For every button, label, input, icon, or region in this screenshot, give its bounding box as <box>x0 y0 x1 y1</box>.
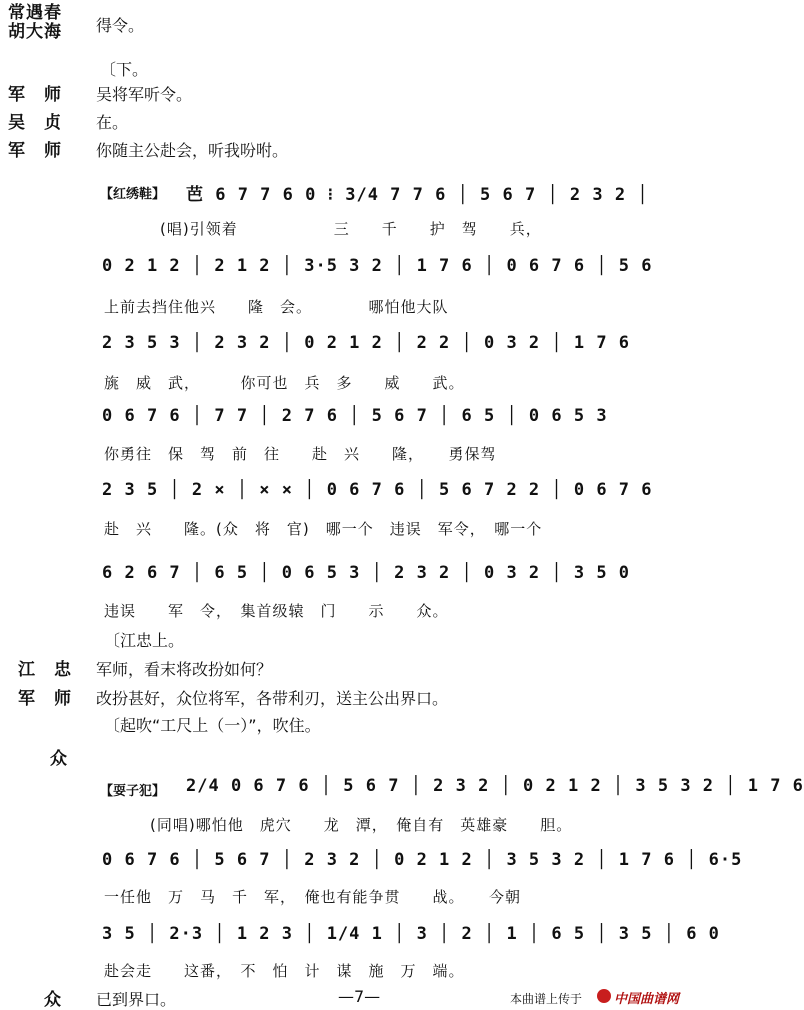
stage-direction-exit: 〔下。 <box>100 60 149 79</box>
notation-row: 0 6 7 6 │ 7 7 │ 2 7 6 │ 5 6 7 │ 6 5 │ 0 6 5 3 <box>102 406 608 426</box>
lyric-row: 赴 兴 隆。(众 将 官) 哪一个 违误 军令， 哪一个 <box>104 520 543 538</box>
lyric-row: (唱)引领着 三 千 护 驾 兵， <box>160 220 542 238</box>
role-label: 江 忠 <box>18 660 72 680</box>
lyric-row: 旐 威 武， 你可也 兵 多 威 武。 <box>104 374 465 392</box>
notation-row: 0 6 7 6 │ 5 6 7 │ 2 3 2 │ 0 2 1 2 │ 3 5 3 2 │ 1 7 6 │ 6·5 <box>102 850 743 870</box>
role-label: 吴 贞 <box>8 113 62 133</box>
footer-logo: 中国曲谱网 <box>614 992 680 1007</box>
notation-row: 2/4 0 6 7 6 │ 5 6 7 │ 2 3 2 │ 0 2 1 2 │ 3 5 3 2 │ 1 7 6 <box>186 776 804 796</box>
role-label: 军 师 <box>18 689 72 709</box>
lyric-row: (同唱)哪怕他 虎穴 龙 潭， 俺自有 英雄豪 胆。 <box>150 816 573 834</box>
notation-row: 0 2 1 2 │ 2 1 2 │ 3·5 3 2 │ 1 7 6 │ 0 6 7 6 │ 5 6 <box>102 256 653 276</box>
lyric-row: 你勇往 保 驾 前 往 赴 兴 隆， 勇保驾 <box>104 445 497 463</box>
chorus-label: 众 <box>50 749 68 769</box>
lyric-row: 违误 军 令， 集首级辕 门 示 众。 <box>104 602 449 620</box>
notation-row: 2 3 5 3 │ 2 3 2 │ 0 2 1 2 │ 2 2 │ 0 3 2 │ 1 7 6 <box>102 333 631 353</box>
dialogue-line: 在。 <box>96 113 129 132</box>
lyric-row: 赴会走 这番， 不 怕 计 谋 施 万 端。 <box>104 962 465 980</box>
notation-row: 3 5 │ 2·3 │ 1 2 3 │ 1/4 1 │ 3 │ 2 │ 1 │ 6 5 │ 3 5 │ 6 0 <box>102 924 720 944</box>
lyric-row: 上前去挡住他兴 隆 会。 哪怕他大队 <box>104 298 449 316</box>
footer-note: 本曲谱上传于 <box>510 992 583 1006</box>
dialogue-line: 改扮甚好，众位将军，各带利刃，送主公出界口。 <box>96 689 449 708</box>
stage-direction-enter: 〔江忠上。 <box>104 631 185 650</box>
final-line: 已到界口。 <box>96 990 177 1009</box>
dialogue-line: 你随主公赴会，听我吩咐。 <box>96 141 289 160</box>
stage-direction-music: 〔起吹“工尺上（一）”，吹住。 <box>104 716 321 735</box>
final-role: 众 <box>44 990 62 1010</box>
role-hu-dahai: 胡大海 <box>8 22 62 42</box>
role-chang-yuchun: 常遇春 <box>8 3 62 23</box>
notation-row: 芭 6 7 7 6 0 ⁝ 3/4 7 7 6 │ 5 6 7 │ 2 3 2 │ <box>186 185 649 205</box>
dialogue-line: 军师，看末将改扮如何？ <box>96 660 273 679</box>
site-logo-icon <box>597 989 611 1003</box>
role-label: 军 师 <box>8 85 62 105</box>
tune-title: 【耍子犯】 <box>100 784 166 799</box>
notation-row: 2 3 5 │ 2 × │ × × │ 0 6 7 6 │ 5 6 7 2 2 │ 0 6 7 6 <box>102 480 653 500</box>
header-reply: 得令。 <box>96 16 145 35</box>
lyric-row: 一任他 万 马 千 军， 俺也有能争贯 战。 今朝 <box>104 888 522 906</box>
tune-title: 【红绣鞋】 <box>100 187 166 202</box>
notation-row: 6 2 6 7 │ 6 5 │ 0 6 5 3 │ 2 3 2 │ 0 3 2 │ 3 5 0 <box>102 563 631 583</box>
dialogue-line: 吴将军听令。 <box>96 85 193 104</box>
page-number: —7— <box>338 987 381 1006</box>
role-label: 军 师 <box>8 141 62 161</box>
